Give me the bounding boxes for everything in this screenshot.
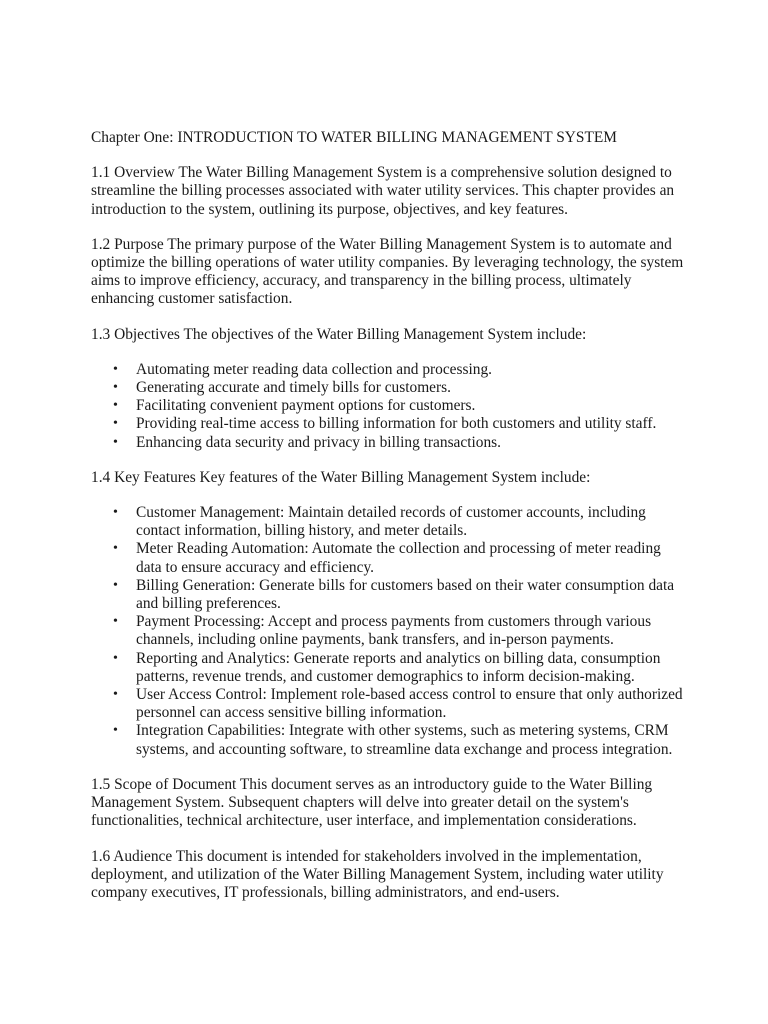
feature-item: • Integration Capabilities: Integrate with other systems, such as metering systems, CRM systems, and accounting software, to streamline data exchange and process integration. [136,722,687,758]
chapter-title: Chapter One: INTRODUCTION TO WATER BILLING MANAGEMENT SYSTEM [91,129,617,146]
section-overview: 1.1 Overview The Water Billing Management System is a comprehensive solution designed to streamline the billing processes associated with water utility services. This chapter provides an introduction to the system, outlining its purpose, objectives, and key features. [91,164,675,218]
feature-item: • Payment Processing: Accept and process payments from customers through various channels, including online payments, bank transfers, and in-person payments. [136,613,687,649]
objective-item: • Providing real-time access to billing information for both customers and utility staff. [136,415,687,433]
objective-item: • Generating accurate and timely bills for customers. [136,379,687,397]
feature-item: • Reporting and Analytics: Generate reports and analytics on billing data, consumption patterns, revenue trends, and customer demographics to inform decision-making. [136,650,687,686]
section-purpose: 1.2 Purpose The primary purpose of the Water Billing Management System is to automate and optimize the billing operations of water utility companies. By leveraging technology, the system aims to improve efficiency, accuracy, and transparency in the billing process, ultimately enhancing customer satisfaction. [91,235,684,308]
document-body [91,129,687,919]
objective-item: • Enhancing data security and privacy in billing transactions. [136,434,687,452]
section-audience: 1.6 Audience This document is intended for stakeholders involved in the implementation, deployment, and utilization of the Water Billing Management System, including water utility company executives, IT professionals, billing administrators, and end-users. [91,847,664,901]
feature-item: • Customer Management: Maintain detailed records of customer accounts, including contact information, billing history, and meter details. [136,504,687,540]
features-list [91,504,687,759]
section-objectives-intro: 1.3 Objectives The objectives of the Water Billing Management System include: [91,325,587,343]
objective-item: • Automating meter reading data collection and processing. [136,361,687,379]
feature-item: • User Access Control: Implement role-based access control to ensure that only authorized personnel can access sensitive billing information. [136,686,687,722]
section-features-intro: 1.4 Key Features Key features of the Water Billing Management System include: [91,468,591,486]
objectives-list [91,361,687,452]
objective-item: • Facilitating convenient payment options for customers. [136,397,687,415]
section-scope: 1.5 Scope of Document This document serves as an introductory guide to the Water Billing Management System. Subsequent chapters will delve into greater detail on the system's functionalities, technical architecture, user interface, and implementation considerations. [91,775,653,830]
feature-item: • Meter Reading Automation: Automate the collection and processing of meter reading data to ensure accuracy and efficiency. [136,540,687,576]
feature-item: • Billing Generation: Generate bills for customers based on their water consumption data and billing preferences. [136,577,687,613]
